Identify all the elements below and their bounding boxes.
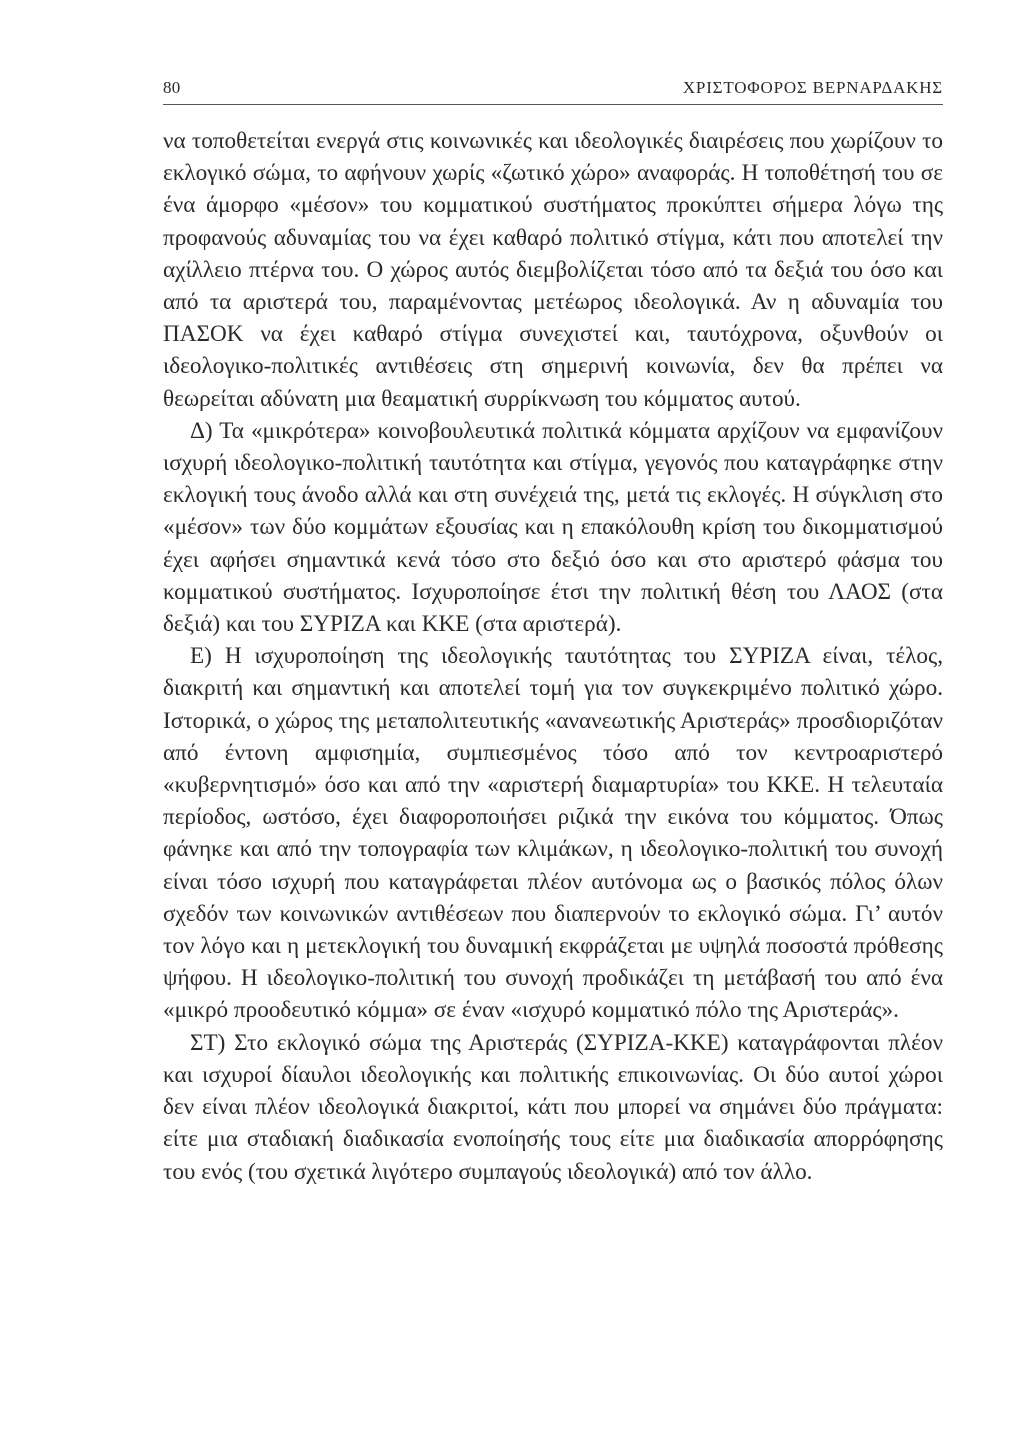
paragraph: Ε) Η ισχυροποίηση της ιδεολογικής ταυτότητας του ΣΥΡΙΖΑ είναι, τέλος, διακριτή και σημαντική και αποτελεί τομή για τον συγκεκριμένο πολιτικό χώρο. Ιστορικά, ο χώρος της μεταπολιτευτικής «ανανεωτικής Αριστεράς» προσδιοριζόταν από έντονη αμφισημία, συμπιεσμένος τόσο από τον κεντροαριστερό «κυβερνητισμό» όσο και από την «αριστερή διαμαρτυρία» του ΚΚΕ. Η τελευταία περίοδος, ωστόσο, έχει διαφοροποιήσει ριζικά την εικόνα του κόμματος. Όπως φάνηκε και από την τοπογραφία των κλιμάκων, η ιδεολογικο-πολιτική του συνοχή είναι τόσο ισχυρή που καταγράφεται πλέον αυτόνομα ως ο βασικός πόλος όλων σχεδόν των κοινωνικών αντιθέσεων που διαπερνούν το εκλογικό σώμα. Γι’ αυτόν τον λόγο και η μετεκλογική του δυναμική εκφράζεται με υψηλά ποσοστά πρόθεσης ψήφου. Η ιδεολογικο-πολιτική του συνοχή προδικάζει τη μετάβασή του από ένα «μικρό προοδευτικό κόμμα» σε έναν «ισχυρό κομματικό πόλο της Αριστεράς». [163,643,943,1024]
paragraph: να τοποθετείται ενεργά στις κοινωνικές και ιδεολογικές διαιρέσεις που χωρίζουν το εκλογικό σώμα, το αφήνουν χωρίς «ζωτικό χώρο» αναφοράς. Η τοποθέτησή του σε ένα άμορφο «μέσον» του κομματικού συστήματος προκύπτει σήμερα λόγω της προφανούς αδυναμίας του να έχει καθαρό πολιτικό στίγμα, κάτι που αποτελεί την αχίλλειο πτέρνα του. Ο χώρος αυτός διεμβολίζεται τόσο από τα δεξιά του όσο και από τα αριστερά του, παραμένοντας μετέωρος ιδεολογικά. Αν η αδυναμία του ΠΑΣΟΚ να έχει καθαρό στίγμα συνεχιστεί και, ταυτόχρονα, οξυνθούν οι ιδεολογικο-πολιτικές αντιθέσεις στη σημερινή κοινωνία, δεν θα πρέπει να θεωρείται αδύνατη μια θεαματική συρρίκνωση του κόμματος αυτού. [163,128,943,412]
book-page [163,78,943,1188]
body-text [163,125,943,1188]
paragraph: Δ) Τα «μικρότερα» κοινοβουλευτικά πολιτικά κόμματα αρχίζουν να εμφανίζουν ισχυρή ιδεολογικο-πολιτική ταυτότητα και στίγμα, γεγονός που καταγράφηκε στην εκλογική τους άνοδο αλλά και στη συνέχειά της, μετά τις εκλογές. Η σύγκλιση στο «μέσον» των δύο κομμάτων εξουσίας και η επακόλουθη κρίση του δικομματισμού έχει αφήσει σημαντικά κενά τόσο στο δεξιό όσο και στο αριστερό φάσμα του κομματικού συστήματος. Ισχυροποίησε έτσι την πολιτική θέση του ΛΑΟΣ (στα δεξιά) και του ΣΥΡΙΖΑ και ΚΚΕ (στα αριστερά). [163,417,943,638]
running-title: ΧΡΙΣΤΟΦΟΡΟΣ ΒΕΡΝΑΡΔΑΚΗΣ [682,78,943,97]
paragraph: ΣΤ) Στο εκλογικό σώμα της Αριστεράς (ΣΥΡΙΖΑ-ΚΚΕ) καταγράφονται πλέον και ισχυροί δίαυλοι ιδεολογικής και πολιτικής επικοινωνίας. Οι δύο αυτοί χώροι δεν είναι πλέον ιδεολογικά διακριτοί, κάτι που μπορεί να σημάνει δύο πράγματα: είτε μια σταδιακή διαδικασία ενοποίησής τους είτε μια διαδικασία απορρόφησης του ενός (του σχετικά λιγότερο συμπαγούς ιδεολογικά) από τον άλλο. [163,1029,943,1185]
running-header [163,78,943,105]
page-number: 80 [163,78,181,97]
